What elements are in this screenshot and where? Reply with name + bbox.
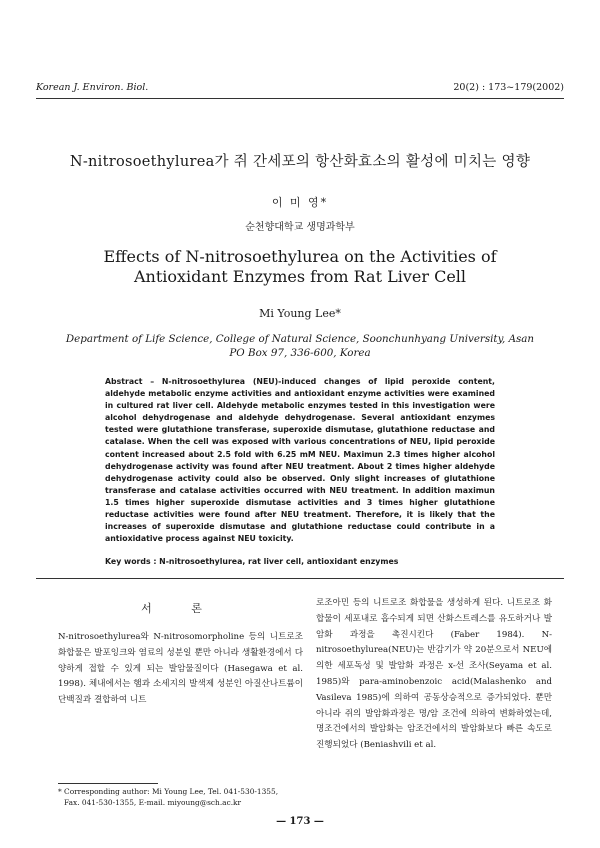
- footnote-line: * Corresponding author: Mi Young Lee, Tel. 041-530-1355,: [58, 787, 279, 796]
- footnote-rule: [58, 783, 158, 784]
- korean-title: N-nitrosoethylurea가 쥐 간세포의 항산화효소의 활성에 미치는 영향: [69, 154, 531, 170]
- header-rule: [36, 98, 564, 99]
- right-column: [316, 596, 552, 754]
- footnote: [58, 786, 303, 808]
- english-title: Effects of N-nitrosoethylurea on the Activities of Antioxidant Enzymes from Rat Liver Cell: [103, 247, 497, 286]
- english-affiliation: Department of Life Science, College of Natural Science, Soonchunhyang University, Asan PO Box 97, 336-600, Korea: [65, 333, 535, 359]
- footnote-line: Fax. 041-530-1355, E-mail. miyoung@sch.ac.kr: [64, 798, 242, 807]
- abstract: Abstract – N-nitrosoethylurea (NEU)-induced changes of lipid peroxide content, aldehyde metabolic enzyme activities and antioxidant enzyme activities were examined in cultured rat liver cell. Aldehyde metabolic enzymes tested in this investigation were alcohol dehydrogenase and aldehyde dehydrogenase. Several antioxidant enzymes tested were glutathione transferase, superoxide dismutase, glutathione reductase and catalase. When the cell was exposed with various concentrations of NEU, lipid peroxide content increased about 2.5 fold with 6.25 mM NEU. Maximun 2.3 times higher alcohol dehydrogenase activity was found after NEU treatment. About 2 times higher aldehyde dehydrogenase activity could also be observed. Only slight increases of glutathione transferase and catalase activities occurred with NEU treatment. In addition maximun 1.5 times higher superoxide dismutase activities and 3 times higher glutathione reductase activities were found after NEU treatment. Therefore, it is likely that the increases of superoxide dismutase and glutathione reductase could contribute in a antioxidative process against NEU toxicity.: [105, 377, 495, 544]
- section-title: 서 론: [141, 602, 220, 615]
- intro-paragraph-left: N-nitrosoethylurea와 N-nitrosomorpholine 등의 니트로조 화합물은 발포잉크와 염료의 성분일 뿐만 아니라 생활환경에서 다양하게 접할 수 있게 되는 발암물질이다 (Hasegawa et al. 1998). 체내에서는 햄과 소세지의 발색제 성분인 아질산나트륨이 단백질과 결합하여 니트: [58, 632, 303, 706]
- korean-author: 이 미 영*: [271, 196, 329, 209]
- korean-affiliation: 순천향대학교 생명과학부: [245, 222, 355, 233]
- english-author: Mi Young Lee*: [259, 307, 341, 320]
- running-head: [36, 82, 564, 93]
- keywords-rule: [36, 578, 564, 579]
- keywords: Key words : N-nitrosoethylurea, rat liver cell, antioxidant enzymes: [105, 557, 399, 566]
- intro-paragraph-right: 로조아민 등의 니트로조 화합물을 생성하게 된다. 니트로조 화합물이 세포내로 흡수되게 되면 산화스트레스를 유도하거나 발암화 과정을 촉진시킨다 (Faber 1984). N-nitrosoethylurea(NEU)는 반감기가 약 20분으로서 NEU에 의한 세포독성 및 발암화 과정은 x-선 조사(Seyama et al. 1985)와 para-aminobenzoic acid(Malashenko and Vasileva 1985)에 의하여 공동상승적으로 증가되었다. 뿐만 아니라 쥐의 발암화과정은 명/암 조건에 의하여 변화하였는데, 명조건에서의 발암화는 암조건에서의 발암화보다 빠른 속도로 진행되었다 (Beniashvili et al.: [316, 598, 552, 751]
- page-number: — 173 —: [276, 816, 324, 827]
- left-column: [58, 600, 303, 709]
- citation: 20(2) : 173~179(2002): [453, 82, 564, 93]
- journal-name: Korean J. Environ. Biol.: [36, 82, 149, 93]
